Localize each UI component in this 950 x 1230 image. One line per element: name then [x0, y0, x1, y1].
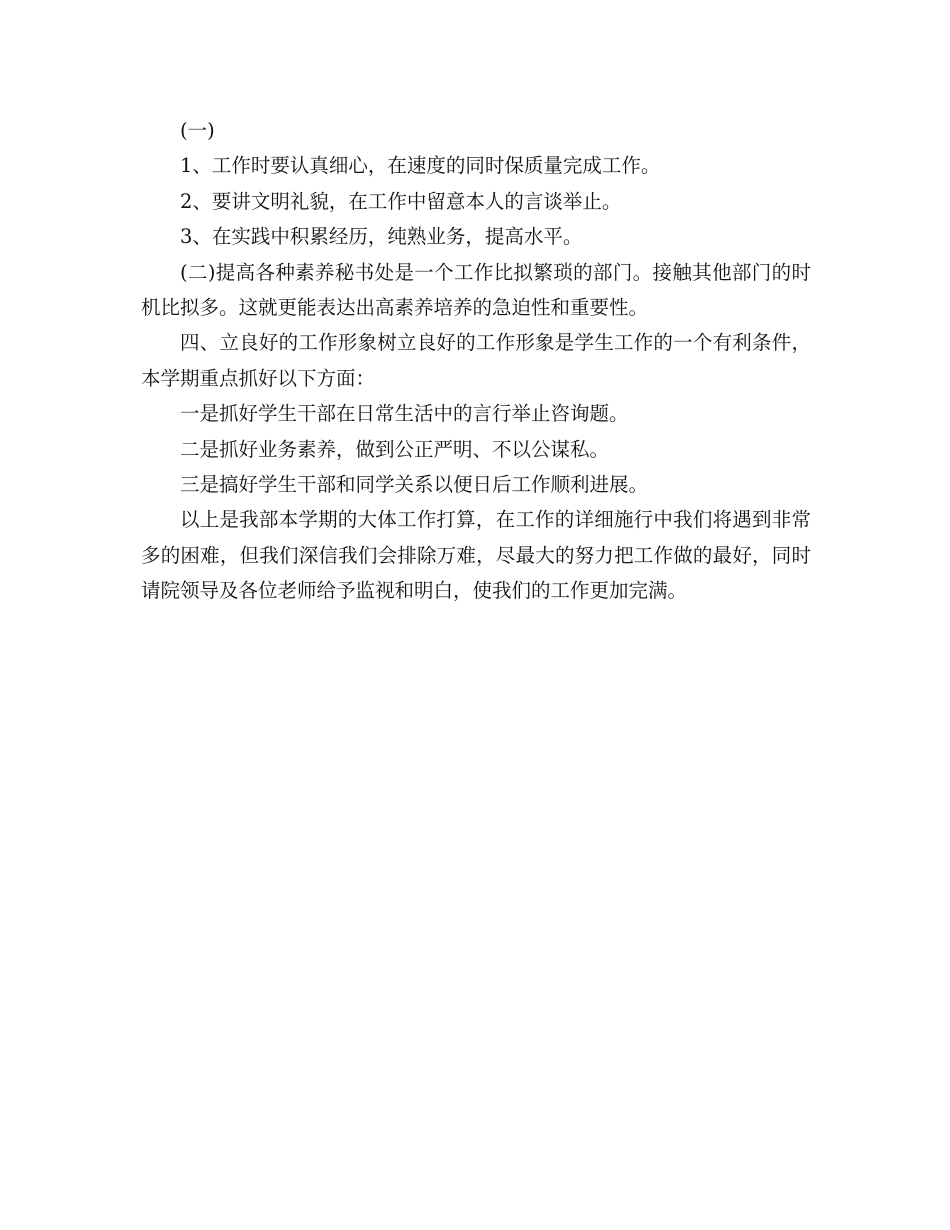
paragraph-section-four: 四、立良好的工作形象树立良好的工作形象是学生工作的一个有利条件，本学期重点抓好以下方面： [141, 331, 811, 390]
paragraph-item-3: 3、在实践中积累经历，纯熟业务，提高水平。 [180, 225, 583, 249]
document-body [141, 113, 811, 609]
paragraph-conclusion: 以上是我部本学期的大体工作打算，在工作的详细施行中我们将遇到非常多的困难，但我们深信我们会排除万难，尽最大的努力把工作做的最好，同时请院领导及各位老师给予监视和明白，使我们的工作更加完满。 [141, 508, 811, 603]
paragraph-point-three: 三是搞好学生干部和同学关系以便日后工作顺利进展。 [180, 473, 649, 497]
paragraph-point-two: 二是抓好业务素养，做到公正严明、不以公谋私。 [180, 437, 610, 461]
paragraph-section-two: (二)提高各种素养秘书处是一个工作比拟繁琐的部门。接触其他部门的时机比拟多。这就更能表达出高素养培养的急迫性和重要性。 [141, 260, 811, 320]
paragraph-point-one: 一是抓好学生干部在日常生活中的言行举止咨询题。 [180, 402, 629, 426]
paragraph-section-one-heading: (一) [180, 119, 215, 142]
paragraph-item-2: 2、要讲文明礼貌，在工作中留意本人的言谈举止。 [180, 189, 622, 213]
paragraph-item-1: 1、工作时要认真细心，在速度的同时保质量完成工作。 [180, 154, 661, 178]
